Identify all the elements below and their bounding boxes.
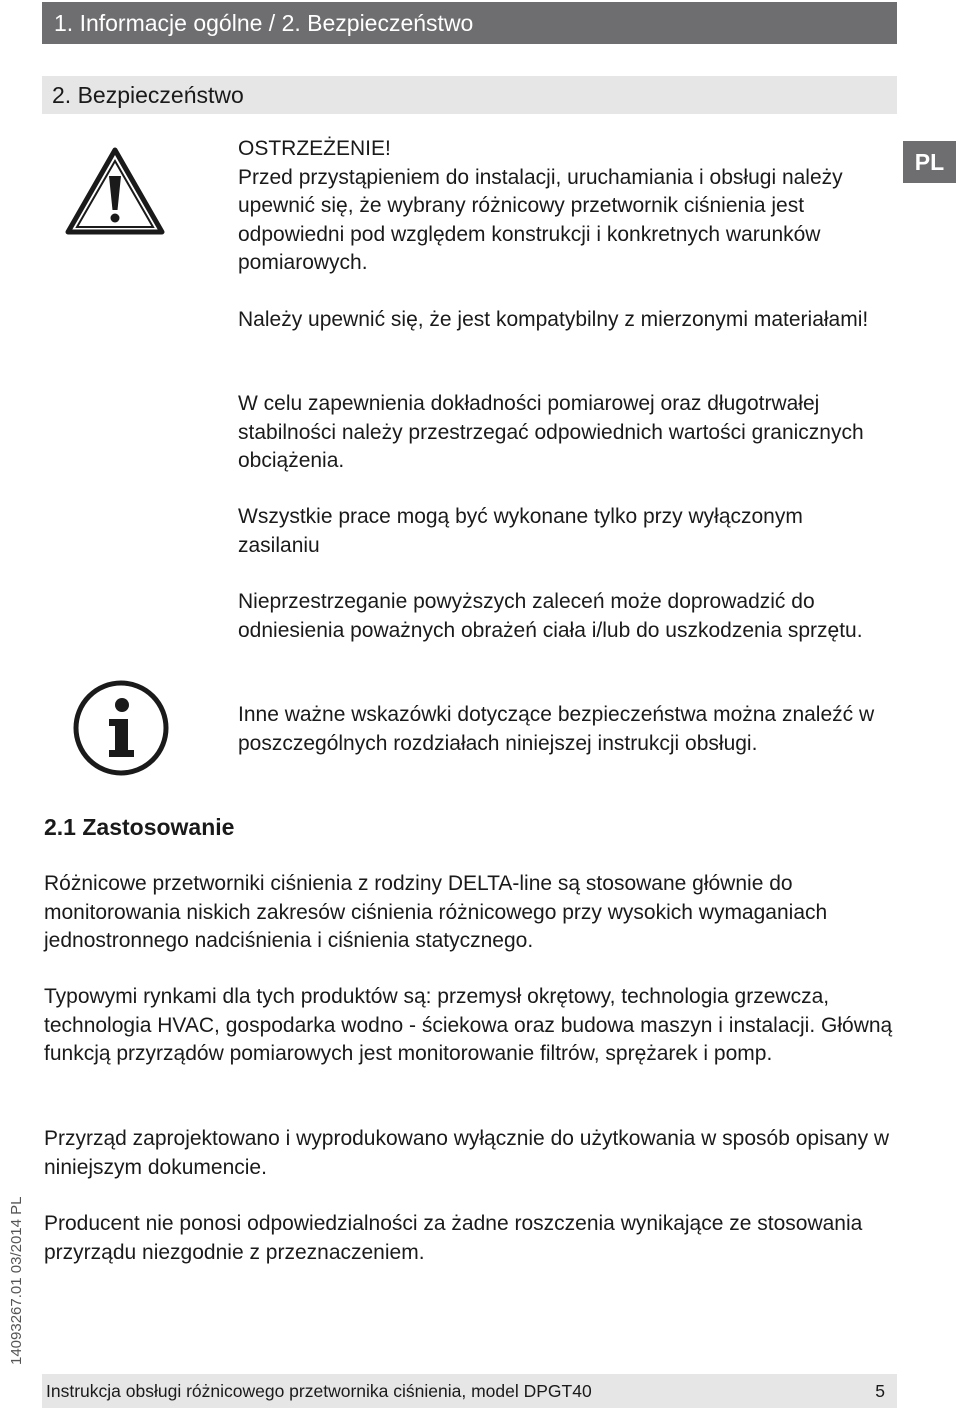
warning-paragraph: Nieprzestrzeganie powyższych zaleceń może doprowadzić do odniesienia poważnych obrażeń ciała i/lub do uszkodzenia sprzętu. bbox=[238, 590, 863, 642]
usage-paragraph: Różnicowe przetworniki ciśnienia z rodziny DELTA-line są stosowane głównie do monitorowania niskich zakresów ciśnienia różnicowego przy wysokich wymaganiach jednostronnego nadciśnienia i ciśnienia statycznego. bbox=[44, 872, 828, 952]
info-paragraph: Inne ważne wskazówki dotyczące bezpieczeństwa można znaleźć w poszczególnych rozdziałach niniejszej instrukcji obsługi. bbox=[238, 703, 875, 755]
footer-text: Instrukcja obsługi różnicowego przetwornika ciśnienia, model DPGT40 bbox=[46, 1381, 592, 1401]
usage-heading: 2.1 Zastosowanie bbox=[44, 814, 235, 840]
warning-paragraph: W celu zapewnienia dokładności pomiarowej oraz długotrwałej stabilności należy przestrzegać odpowiednich wartości granicznych obciążenia. bbox=[238, 392, 864, 472]
warning-paragraph: Wszystkie prace mogą być wykonane tylko przy wyłączonym zasilaniu bbox=[238, 505, 803, 557]
usage-paragraph: Typowymi rynkami dla tych produktów są: przemysł okrętowy, technologia grzewcza, technologia HVAC, gospodarka wodno - ściekowa oraz budowa maszyn i instalacji. Główną funkcją przyrządów pomiarowych jest monitorowanie filtrów, sprężarek i pomp. bbox=[44, 985, 893, 1065]
usage-paragraph: Przyrząd zaprojektowano i wyprodukowano wyłącznie do użytkowania w sposób opisany w niniejszym dokumencie. bbox=[44, 1127, 890, 1179]
warning-heading: OSTRZEŻENIE! bbox=[238, 137, 391, 160]
warning-paragraph: Należy upewnić się, że jest kompatybilny z mierzonymi materiałami! bbox=[238, 308, 869, 331]
info-circle-icon bbox=[72, 679, 170, 777]
page-number: 5 bbox=[875, 1381, 885, 1401]
usage-paragraph: Producent nie ponosi odpowiedzialności za żadne roszczenia wynikające ze stosowania przyrządu niezgodnie z przeznaczeniem. bbox=[44, 1212, 863, 1264]
warning-block bbox=[238, 135, 888, 278]
language-badge: PL bbox=[903, 141, 956, 183]
warning-paragraph: Przed przystąpieniem do instalacji, uruchamiania i obsługi należy upewnić się, że wybrany różnicowy przetwornik ciśnienia jest odpowiedni pod względem konstrukcji i konkretnych warunków pomiarowych. bbox=[238, 165, 843, 274]
section-title: 2. Bezpieczeństwo bbox=[42, 76, 897, 114]
warning-triangle-icon bbox=[65, 146, 165, 236]
document-code: 14093267.01 03/2014 PL bbox=[8, 1196, 25, 1365]
page-footer bbox=[42, 1374, 897, 1408]
page-header: 1. Informacje ogólne / 2. Bezpieczeństwo bbox=[42, 2, 897, 44]
